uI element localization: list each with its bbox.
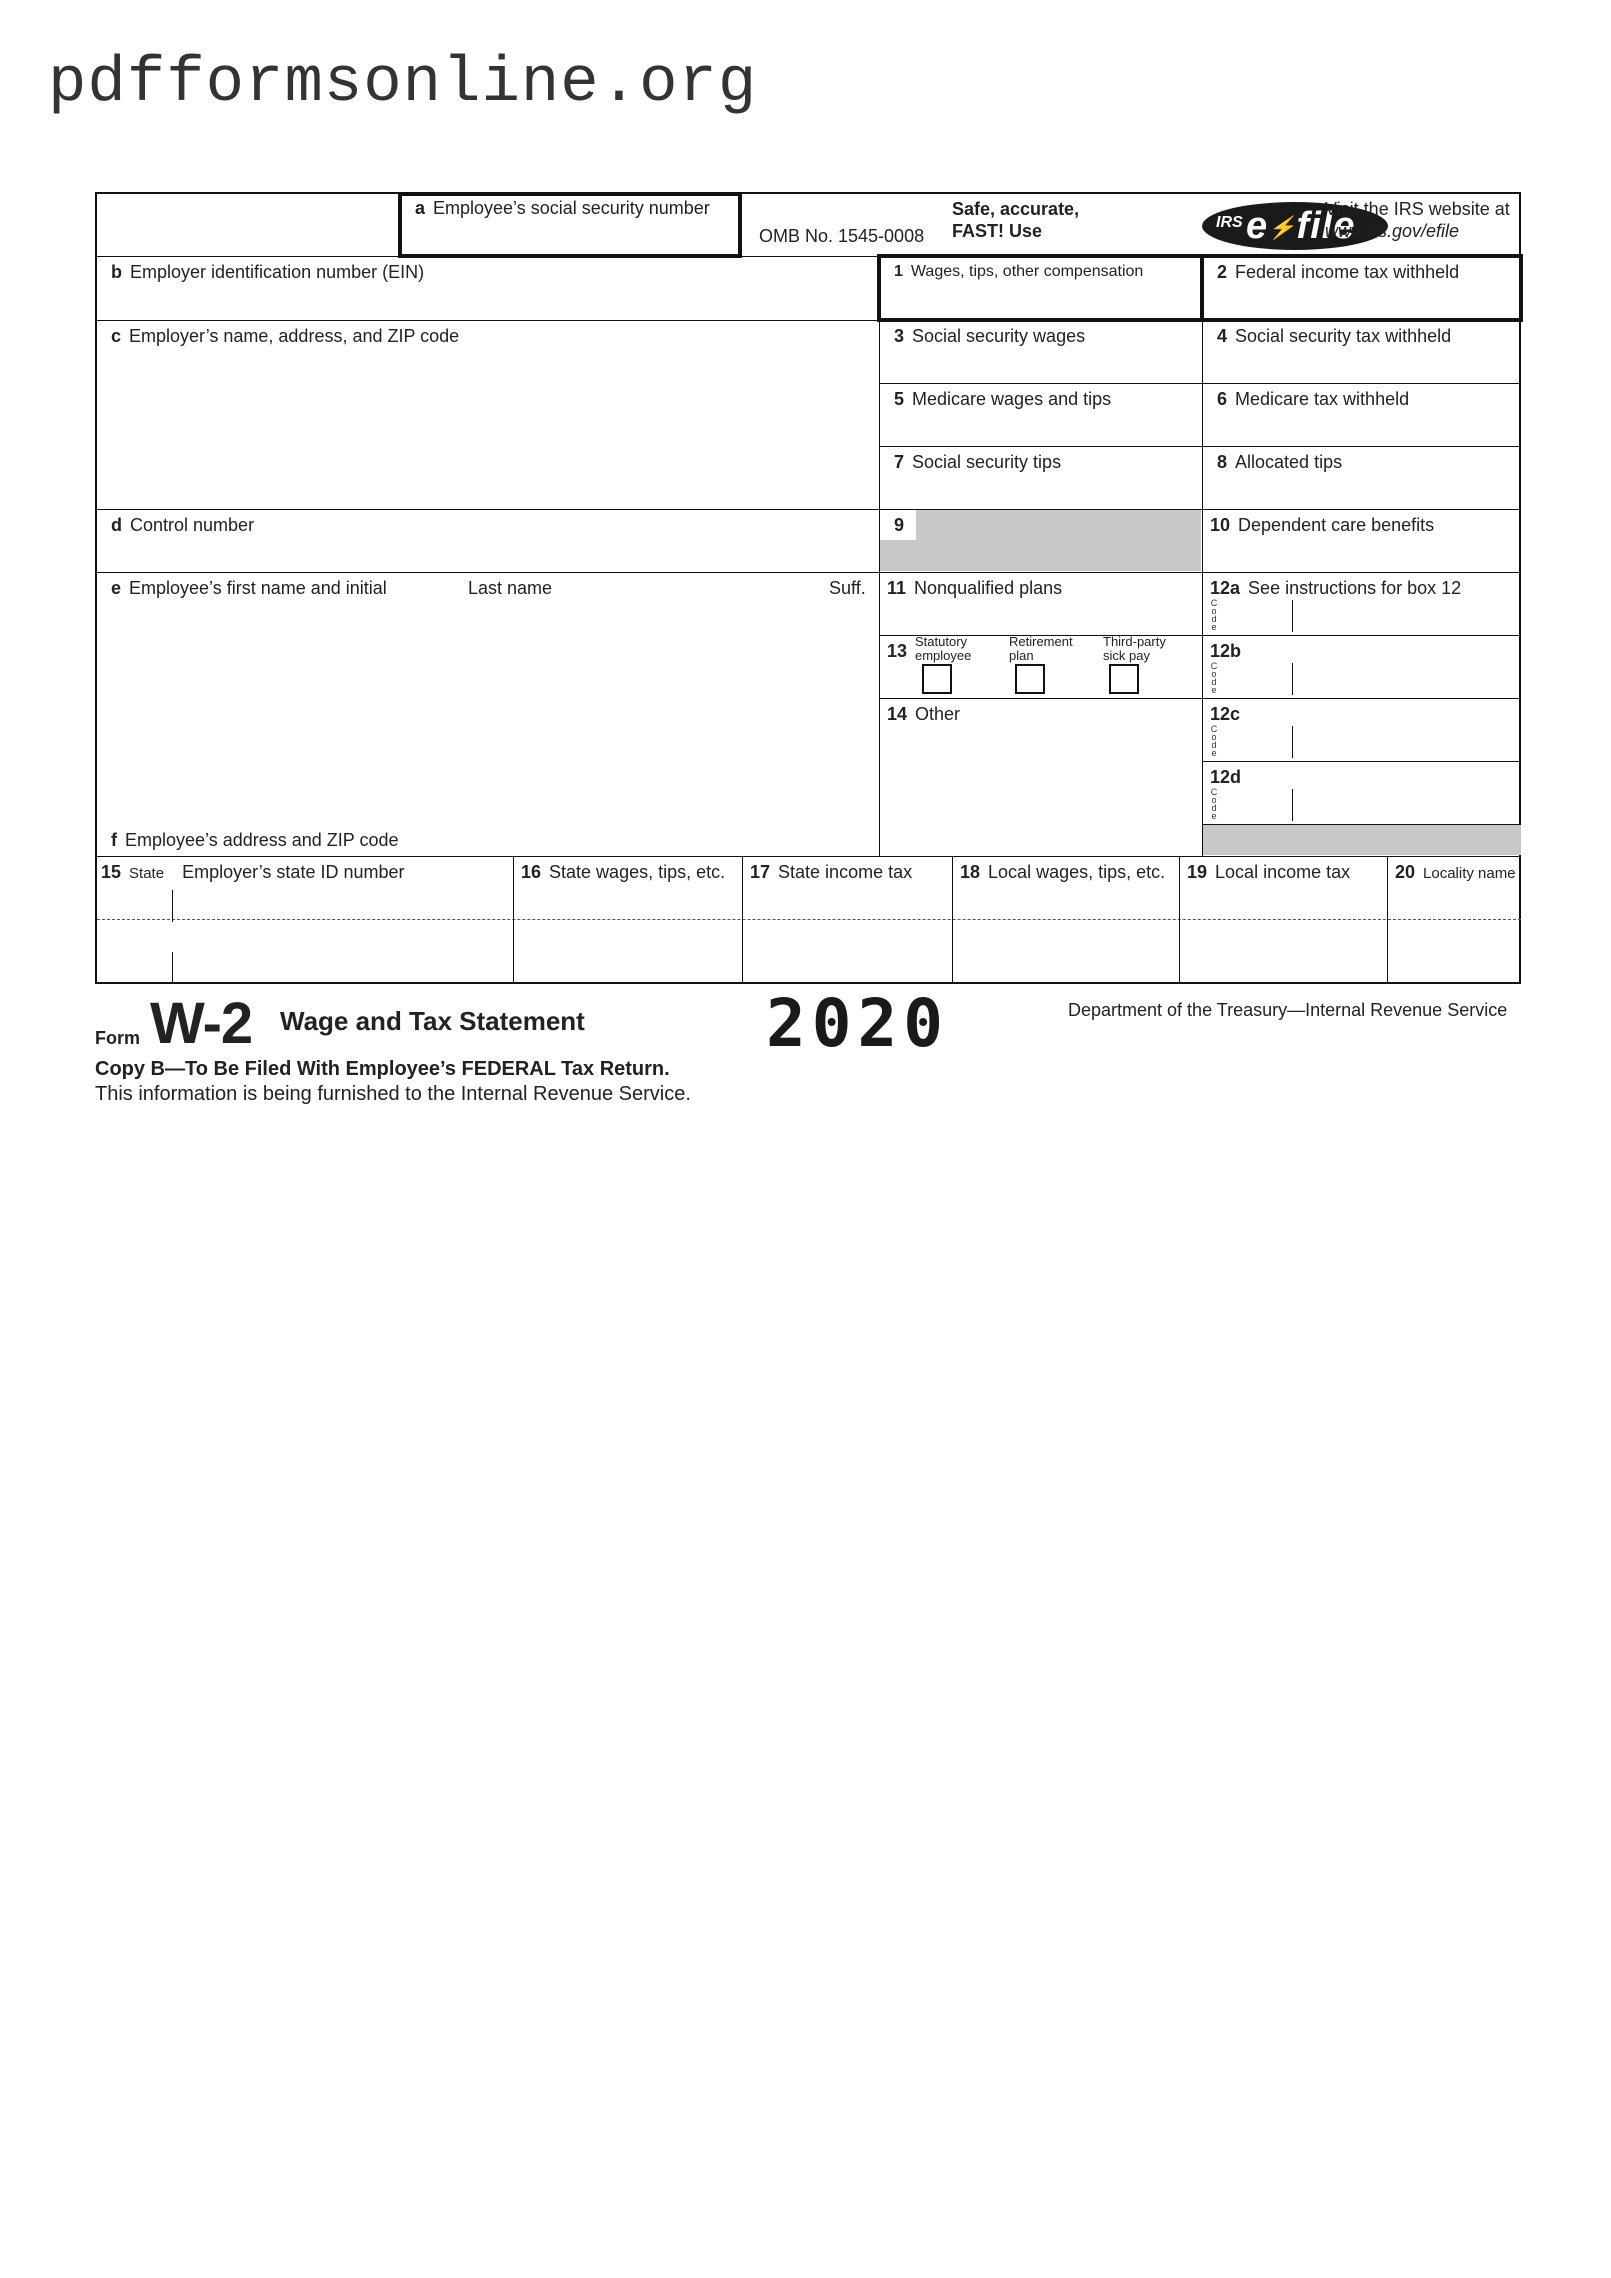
box-e-field[interactable] — [97, 572, 879, 822]
tax-year: 2020 — [766, 985, 949, 1062]
box-17-label: 17 State income tax — [750, 862, 913, 882]
box-7-label: 7 Social security tips — [894, 452, 1062, 472]
box-14-label: 14 Other — [887, 704, 961, 724]
information-text: This information is being furnished to the Internal Revenue Service. — [95, 1083, 691, 1105]
box-4-field[interactable] — [1202, 320, 1521, 383]
form-name: W-2 — [150, 991, 253, 1056]
box-e-last-name-label: Last name — [468, 578, 553, 598]
box-9-shade — [880, 510, 1201, 571]
state-row-2[interactable] — [97, 921, 1521, 984]
box-12a-field[interactable] — [1221, 600, 1521, 635]
box-f-label: f Employee’s address and ZIP code — [111, 830, 399, 850]
retirement-plan-checkbox[interactable] — [1015, 664, 1045, 694]
irs-efile-logo: IRS e⚡file — [1202, 202, 1388, 250]
form-word: Form — [95, 1028, 140, 1048]
box-d-label: d Control number — [111, 515, 255, 535]
box-3-field[interactable] — [879, 320, 1202, 383]
box-12b-label: 12b — [1210, 641, 1242, 661]
retirement-plan-label: Retirement plan — [1009, 634, 1073, 663]
watermark-text: pdfformsonline.org — [48, 48, 758, 120]
box-12c-field[interactable] — [1221, 726, 1521, 761]
box-12b-field[interactable] — [1221, 663, 1521, 698]
box-a-label: a Employee’s social security number — [415, 198, 710, 218]
box-14-field[interactable] — [879, 698, 1202, 856]
safe-accurate-text: Safe, accurate, FAST! Use — [952, 199, 1080, 241]
box-e-suffix-label: Suff. — [829, 578, 866, 598]
box-2-label: 2 Federal income tax withheld — [1217, 262, 1460, 282]
box-6-label: 6 Medicare tax withheld — [1217, 389, 1410, 409]
department-text: Department of the Treasury—Internal Revenue Service — [1068, 1000, 1508, 1020]
box-4-label: 4 Social security tax withheld — [1217, 326, 1452, 346]
box-12c-code-label: C o d e — [1210, 724, 1218, 758]
box-19-label: 19 Local income tax — [1187, 862, 1351, 882]
third-party-sick-pay-checkbox[interactable] — [1109, 664, 1139, 694]
form-title: Wage and Tax Statement — [280, 1006, 585, 1036]
box-c-label: c Employer’s name, address, and ZIP code — [111, 326, 460, 346]
box-e-label: e Employee’s first name and initial — [111, 578, 387, 598]
box-10-field[interactable] — [1202, 509, 1521, 572]
box-12d-code-label: C o d e — [1210, 787, 1218, 821]
box-16-label: 16 State wages, tips, etc. — [521, 862, 726, 882]
box-6-field[interactable] — [1202, 383, 1521, 446]
box-12-shade — [1203, 825, 1521, 855]
w2-form — [95, 192, 1521, 984]
box-18-label: 18 Local wages, tips, etc. — [960, 862, 1166, 882]
box-13-label: 13 — [887, 641, 908, 661]
third-party-sick-pay-label: Third-party sick pay — [1103, 634, 1166, 663]
box-11-label: 11 Nonqualified plans — [887, 578, 1063, 598]
box-c-field[interactable] — [97, 320, 879, 509]
box-b-field[interactable] — [97, 256, 879, 320]
box-7-field[interactable] — [879, 446, 1202, 509]
box-8-label: 8 Allocated tips — [1217, 452, 1343, 472]
statutory-employee-label: Statutory employee — [915, 634, 972, 663]
box-12a-label: 12a See instructions for box 12 — [1210, 578, 1462, 598]
box-5-field[interactable] — [879, 383, 1202, 446]
box-d-field[interactable] — [97, 509, 879, 572]
box-12a-code-label: C o d e — [1210, 598, 1218, 632]
box-15-label: 15 State Employer’s state ID number — [101, 862, 405, 882]
copy-b-text: Copy B—To Be Filed With Employee’s FEDERAL Tax Return. — [95, 1058, 670, 1080]
state-row-1[interactable] — [97, 886, 1521, 919]
box-12b-code-label: C o d e — [1210, 661, 1218, 695]
box-5-label: 5 Medicare wages and tips — [894, 389, 1112, 409]
box-20-label: 20 Locality name — [1395, 862, 1516, 882]
statutory-employee-checkbox[interactable] — [922, 664, 952, 694]
omb-number: OMB No. 1545-0008 — [759, 226, 925, 246]
box-9-label: 9 — [894, 515, 905, 535]
box-10-label: 10 Dependent care benefits — [1210, 515, 1435, 535]
box-8-field[interactable] — [1202, 446, 1521, 509]
box-b-label: b Employer identification number (EIN) — [111, 262, 425, 282]
box-12d-label: 12d — [1210, 767, 1242, 787]
box-3-label: 3 Social security wages — [894, 326, 1086, 346]
irs-website-text: Visit the IRS website at www.irs.gov/efile — [1325, 199, 1510, 241]
box-12d-field[interactable] — [1221, 789, 1521, 824]
box-12c-label: 12c — [1210, 704, 1241, 724]
box-11-field[interactable] — [879, 572, 1202, 635]
box-1-label: 1 Wages, tips, other compensation — [894, 263, 1144, 280]
